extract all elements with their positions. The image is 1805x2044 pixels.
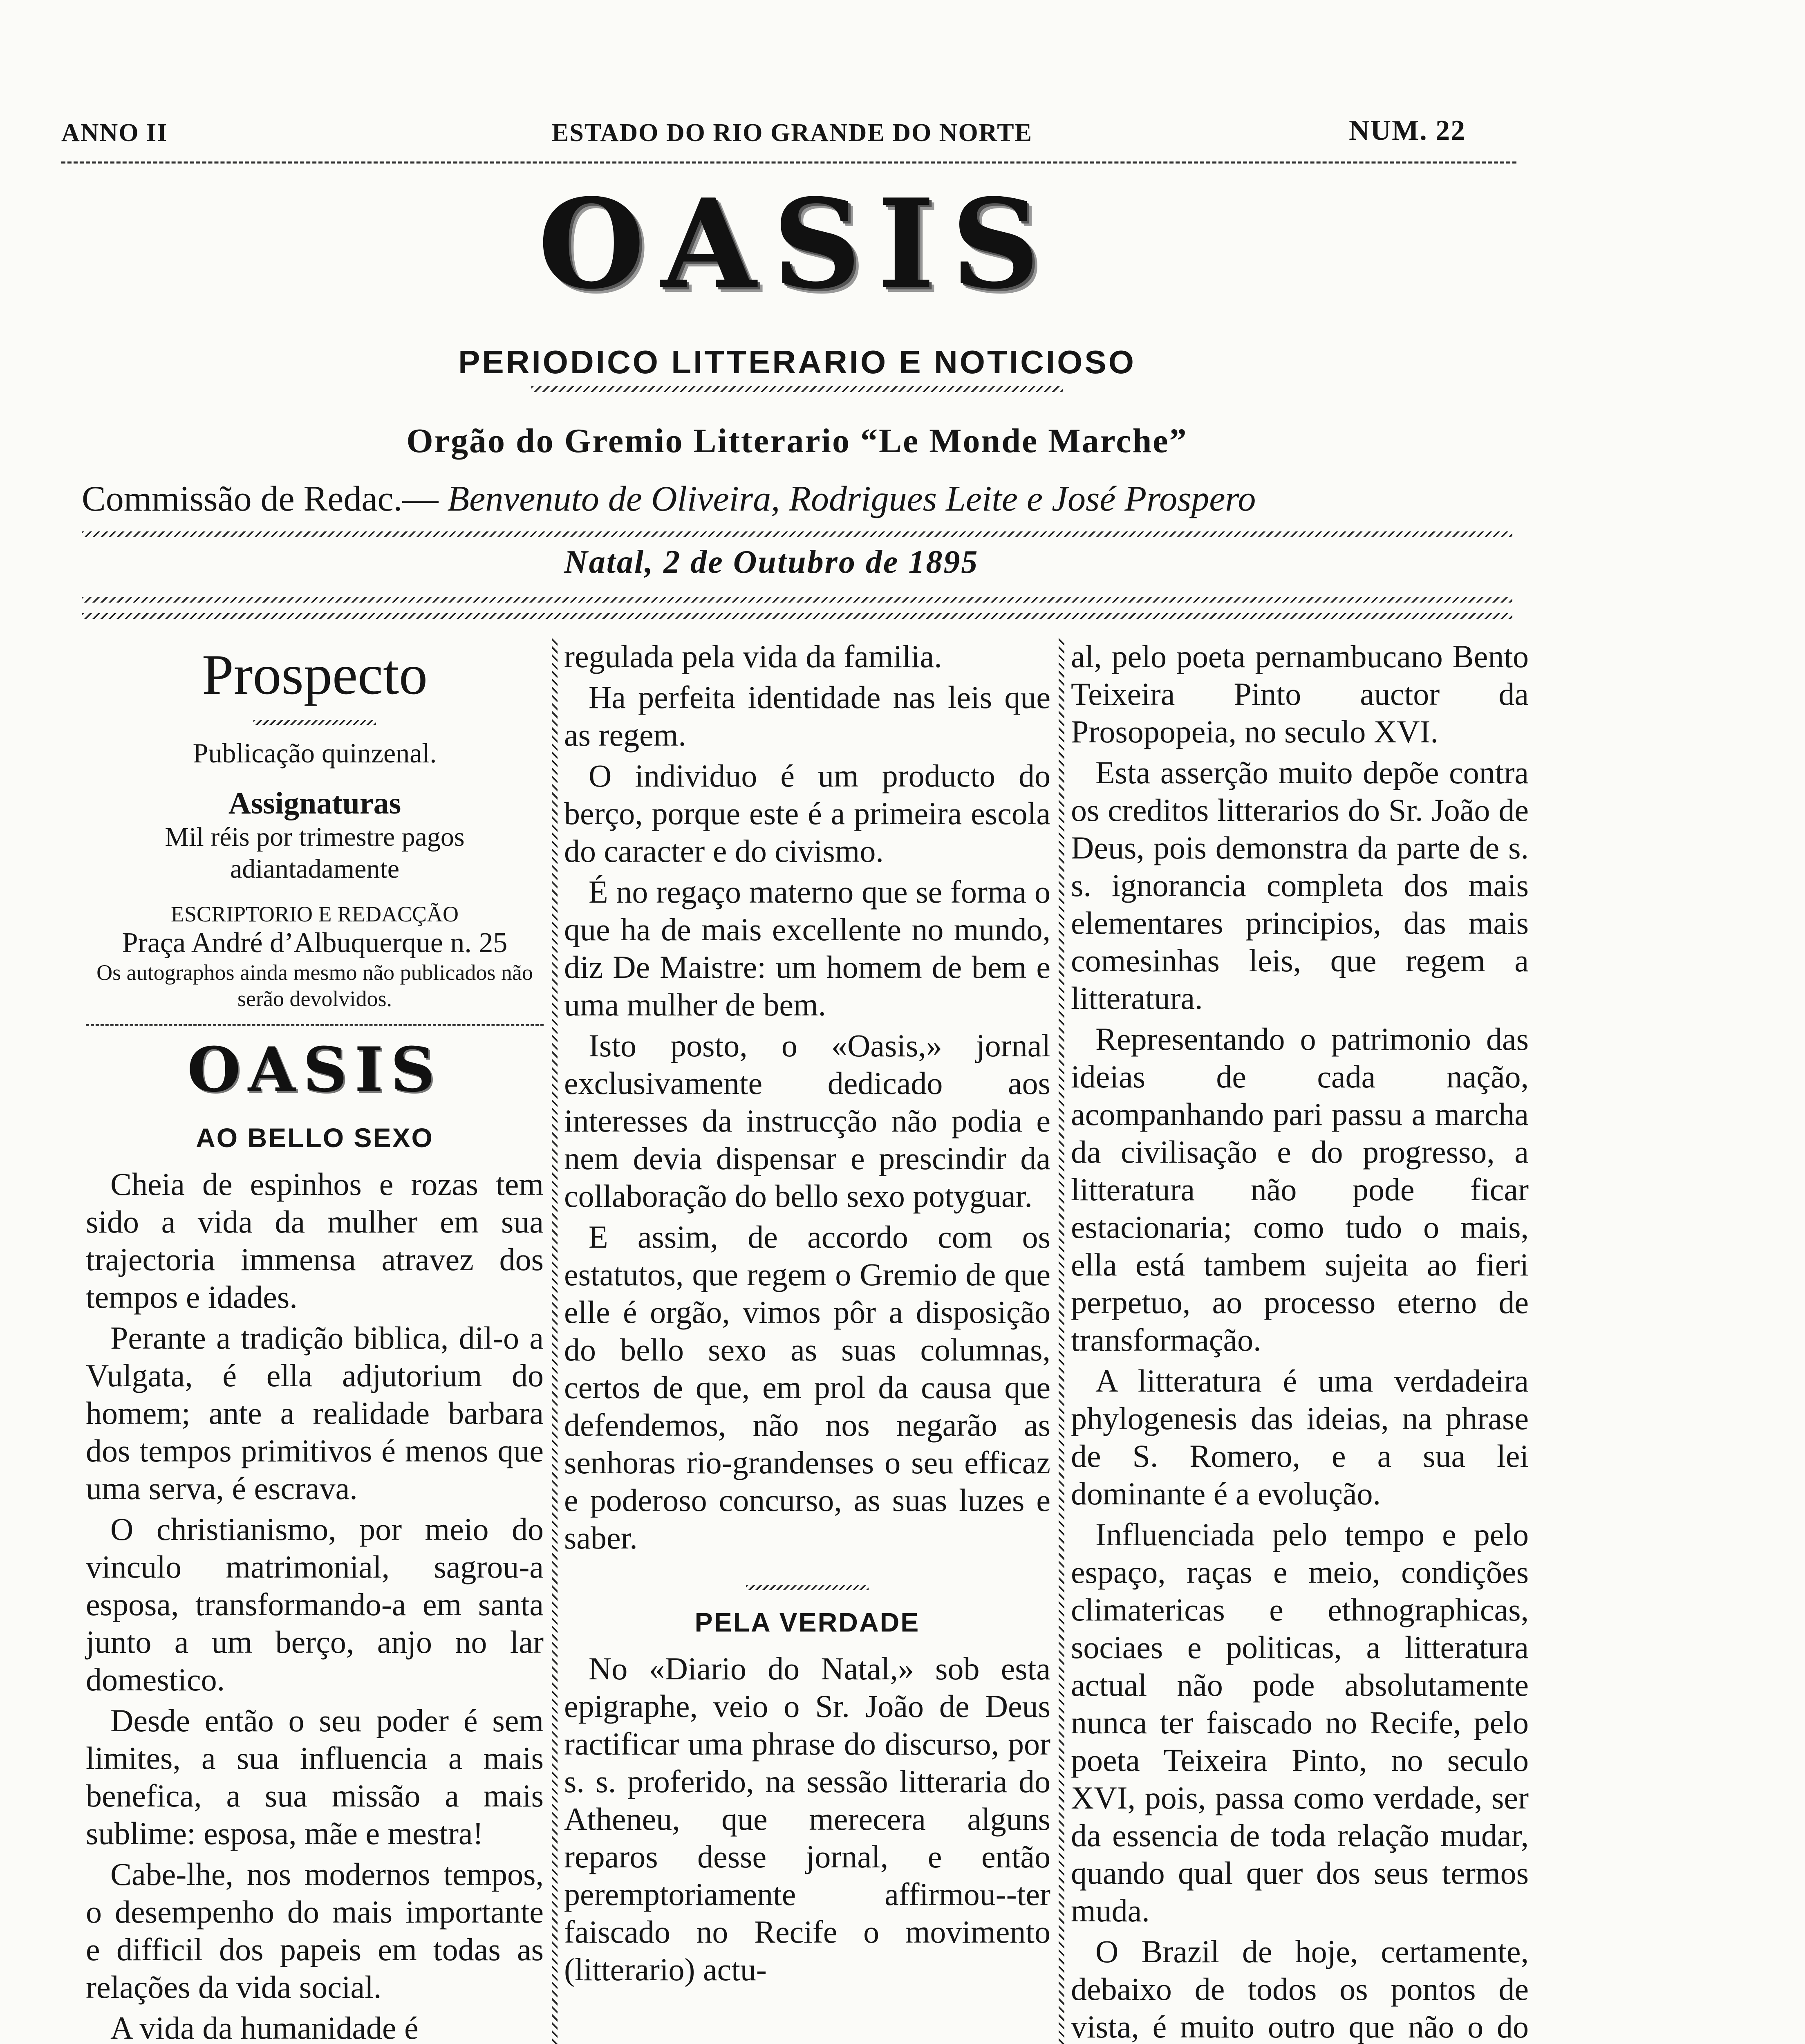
paragraph: A vida da humanidade é (110, 2010, 419, 2044)
autographos-note: Os autographos ainda mesmo não publicados não serão devolvidos. (96, 960, 533, 1011)
prospecto-publicacao: Publicação quinzenal. (193, 737, 437, 769)
escriptorio-title: ESCRIPTORIO E REDACÇÃO (170, 902, 459, 926)
dateline-rule (82, 597, 1512, 603)
paragraph: Representando o patrimonio das ideias de cada nação, acompanhando pari passu a marcha da civilisação e do progresso, a litteratura não pode ficar estacionaria; como tudo o mais, ella está tambem sujeita ao fieri perpetuo, ao processo eterno de transformação. (1071, 1021, 1529, 1358)
paragraph: O individuo é um producto do berço, porque este é a primeira escola do caracter e do civismo. (564, 758, 1050, 869)
commissao-rule (82, 531, 1512, 537)
oasis-small-title: OASIS (187, 1034, 442, 1106)
paragraph: O Brazil de hoje, certamente, debaixo de todos os pontos de vista, é muito outro que não o do (1071, 1934, 1529, 2044)
paragraph: Cheia de espinhos e rozas tem sido a vida da mulher em sua trajectoria immensa atravez dos tempos e idades. (86, 1166, 544, 1315)
commissao-label: Commissão de Redac.— (82, 479, 439, 519)
article-pela-verdade-title: PELA VERDADE (694, 1607, 920, 1637)
column-separator-1 (552, 638, 558, 2044)
paragraph: regulada pela vida da familia. (564, 639, 942, 674)
newspaper-subtitle: PERIODICO LITTERARIO E NOTICIOSO (458, 344, 1136, 380)
masthead-num: NUM. 22 (1349, 115, 1466, 146)
paragraph: É no regaço materno que se forma o que ha de mais excellente no mundo, diz De Maistre: um homem de bem e uma mulher de bem. (564, 874, 1050, 1022)
prospecto-bottom-rule (86, 1024, 544, 1026)
assignaturas-title: Assignaturas (228, 786, 401, 820)
article-bello-sexo-col1 (86, 1165, 544, 2044)
paragraph: Desde então o seu poder é sem limites, a sua influencia a mais benefica, a sua missão a mais sublime: esposa, mãe e mestra! (86, 1703, 544, 1851)
escriptorio-address: Praça André d’Albuquerque n. 25 (122, 927, 508, 959)
paragraph: Esta asserção muito depõe contra os creditos litterarios do Sr. João de Deus, pois demonstra da parte de s. s. ignorancia completa dos mais elementares principios, das mais comesinhas leis, que regem a litteratura. (1071, 755, 1529, 1016)
column-2 (564, 638, 1050, 2044)
paragraph: A litteratura é uma verdadeira phylogenesis das ideias, na phrase de S. Romero, e a sua lei dominante é a evolução. (1071, 1363, 1529, 1511)
prospecto-rule (253, 720, 376, 725)
commissao-line (82, 478, 1537, 520)
prospecto-title: Prospecto (202, 643, 428, 706)
paragraph: No «Diario do Natal,» sob esta epigraphe, veio o Sr. João de Deus ractificar uma phrase do discurso, por s. s. proferido, na sessão litteraria do Atheneu, que merecera alguns reparos desse jornal, e então peremptoriamente affirmou--ter faiscado no Recife o movimento (litterario) actu- (564, 1651, 1050, 1987)
paragraph: Cabe-lhe, nos modernos tempos, o desempenho do mais importante e difficil dos papeis em todas as relações da vida social. (86, 1856, 544, 2005)
article-bello-sexo-col2 (564, 638, 1050, 1557)
paragraph: Isto posto, o «Oasis,» jornal exclusivamente dedicado aos interesses da instrucção não podia e nem devia dispensar e prescindir da collaboração do bello sexo potyguar. (564, 1028, 1050, 1214)
column-1 (86, 638, 544, 2044)
paragraph: Influenciada pelo tempo e pelo espaço, raças e meio, condições climatericas e ethnographicas, sociaes e politicas, a litteratura actual não pode absolutamente nunca ter faiscado no Recife, pelo poeta Teixeira Pinto, no seculo XVI, pois, passa como verdade, ser da essencia de toda relação mudar, quando qual quer dos seus termos muda. (1071, 1517, 1529, 1928)
paragraph: O christianismo, por meio do vinculo matrimonial, sagrou-a esposa, transformando-a em santa junto a um berço, anjo no lar domestico. (86, 1511, 544, 1697)
masthead-rule (61, 161, 1516, 164)
masthead-estado: ESTADO DO RIO GRANDE DO NORTE (552, 119, 1032, 147)
column-separator-2 (1059, 638, 1064, 2044)
paragraph: Perante a tradição biblica, dil-o a Vulgata, é ella adjutorium do homem; ante a realidade barbara dos tempos primitivos é menos que uma serva, é escrava. (86, 1320, 544, 1506)
assignaturas-text: Mil réis por trimestre pagos adiantadamente (165, 822, 465, 884)
article-divider (746, 1585, 869, 1590)
orgao-line: Orgão do Gremio Litterario “Le Monde Marche” (406, 422, 1188, 460)
paragraph: Ha perfeita identidade nas leis que as regem. (564, 679, 1050, 753)
column-3 (1071, 638, 1529, 2044)
commissao-names: Benvenuto de Oliveira, Rodrigues Leite e José Prospero (447, 479, 1256, 519)
paragraph: E assim, de accordo com os estatutos, que regem o Gremio de que elle é orgão, vimos pôr a disposição do bello sexo as suas columnas, certos de que, em prol da causa que defendemos, não nos negarão as senhoras rio-grandenses o seu efficaz e poderoso concurso, as suas luzes e saber. (564, 1219, 1050, 1555)
dateline-rule-2 (82, 613, 1512, 619)
subtitle-rule (531, 386, 1063, 392)
dateline: Natal, 2 de Outubro de 1895 (564, 544, 979, 580)
masthead-anno: ANNO II (61, 119, 168, 147)
paragraph: al, pelo poeta pernambucano Bento Teixeira Pinto auctor da Prosopopeia, no seculo XVI. (1071, 639, 1529, 749)
article-pela-verdade-col3 (1071, 638, 1529, 2044)
article-bello-sexo-title: AO BELLO SEXO (196, 1123, 434, 1153)
newspaper-title: OASIS (538, 172, 1056, 316)
article-pela-verdade-col2 (564, 1650, 1050, 1988)
